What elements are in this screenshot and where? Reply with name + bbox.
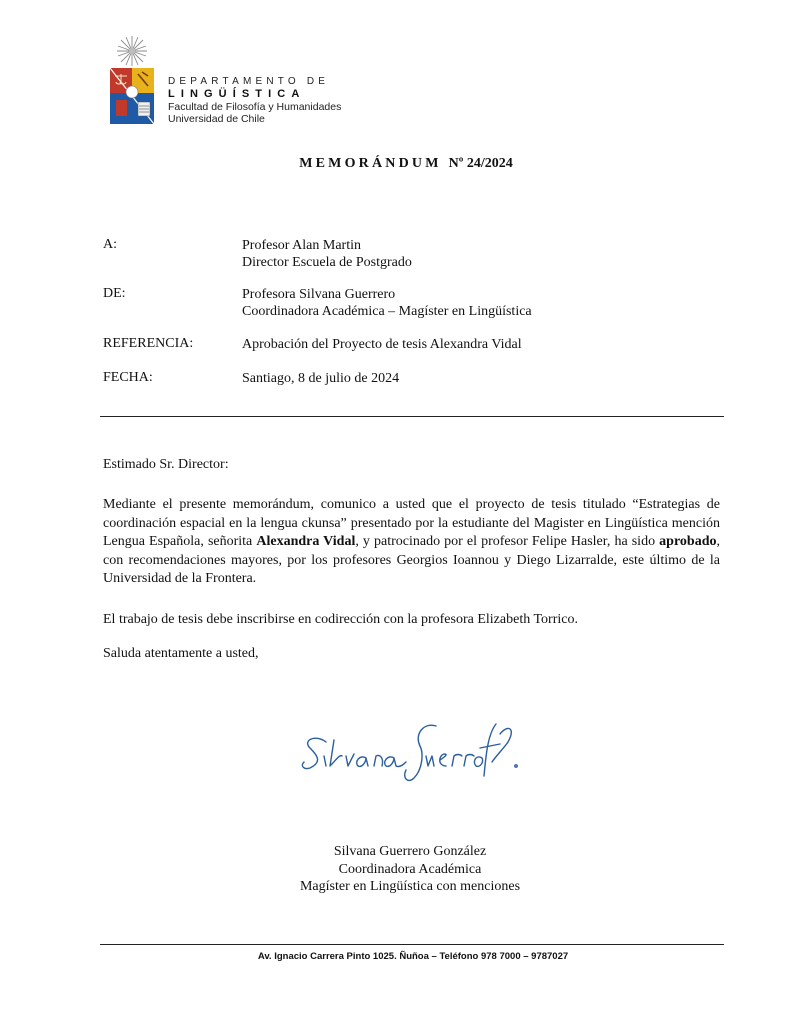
- reference-label: REFERENCIA:: [103, 336, 194, 351]
- body-paragraph-1: [103, 496, 720, 589]
- to-label: A:: [103, 237, 117, 252]
- reference-value: Aprobación del Proyecto de tesis Alexandra Vidal: [242, 337, 522, 352]
- date-label: FECHA:: [103, 370, 153, 385]
- department-name: LINGÜÍSTICA: [168, 88, 306, 100]
- closing: Saluda atentamente a usted,: [103, 646, 259, 661]
- from-name: Profesora Silvana Guerrero: [242, 287, 396, 302]
- signer-role: Coordinadora Académica: [338, 861, 482, 877]
- greeting: Estimado Sr. Director:: [103, 457, 229, 472]
- to-name: Profesor Alan Martin: [242, 238, 361, 253]
- university-crest-logo: [110, 34, 160, 126]
- memo-title: [0, 156, 800, 172]
- faculty-name: Facultad de Filosofía y Humanidades: [168, 101, 342, 113]
- from-value: [242, 286, 532, 320]
- to-value: [242, 237, 412, 271]
- university-name: Universidad de Chile: [168, 113, 265, 125]
- paragraph-1-part-b: , y patrocinado por el profesor Felipe Hasler, ha sido: [355, 534, 660, 549]
- footer-divider: [100, 944, 724, 945]
- from-position: Coordinadora Académica – Magíster en Lingüística: [242, 304, 532, 319]
- from-label: DE:: [103, 286, 126, 301]
- paragraph-1-part-c: , con recomendaciones mayores, por los profesores Georgios Ioannou y Diego Lizarralde, este último de la Universidad de la Frontera.: [103, 534, 720, 586]
- header-divider: [100, 416, 724, 417]
- body-paragraph-2: El trabajo de tesis debe inscribirse en codirección con la profesora Elizabeth Torrico.: [103, 612, 578, 627]
- date-value: Santiago, 8 de julio de 2024: [242, 371, 400, 386]
- department-prefix: DEPARTAMENTO DE: [168, 76, 330, 87]
- paragraph-1-part-a: Mediante el presente memorándum, comunico a usted que el proyecto de tesis titulado “Estrategias de coordinación espacial en la lengua ckunsa” presentado por la estudiante del Magister en Lingüística mención Lengua Española, señorita: [103, 497, 720, 549]
- student-name: Alexandra Vidal: [256, 534, 356, 549]
- approval-status: aprobado: [659, 534, 717, 549]
- to-position: Director Escuela de Postgrado: [242, 255, 412, 270]
- signature-block: [250, 843, 570, 896]
- memo-title-word: MEMORÁNDUM: [299, 156, 442, 171]
- signer-name: Silvana Guerrero González: [333, 844, 487, 859]
- handwritten-signature: [296, 704, 528, 786]
- signer-program: Magíster en Lingüística con menciones: [299, 879, 521, 894]
- footer-address: Av. Ignacio Carrera Pinto 1025. Ñuñoa – Teléfono 978 7000 – 9787027: [257, 951, 569, 962]
- memo-number: Nº 24/2024: [448, 156, 513, 171]
